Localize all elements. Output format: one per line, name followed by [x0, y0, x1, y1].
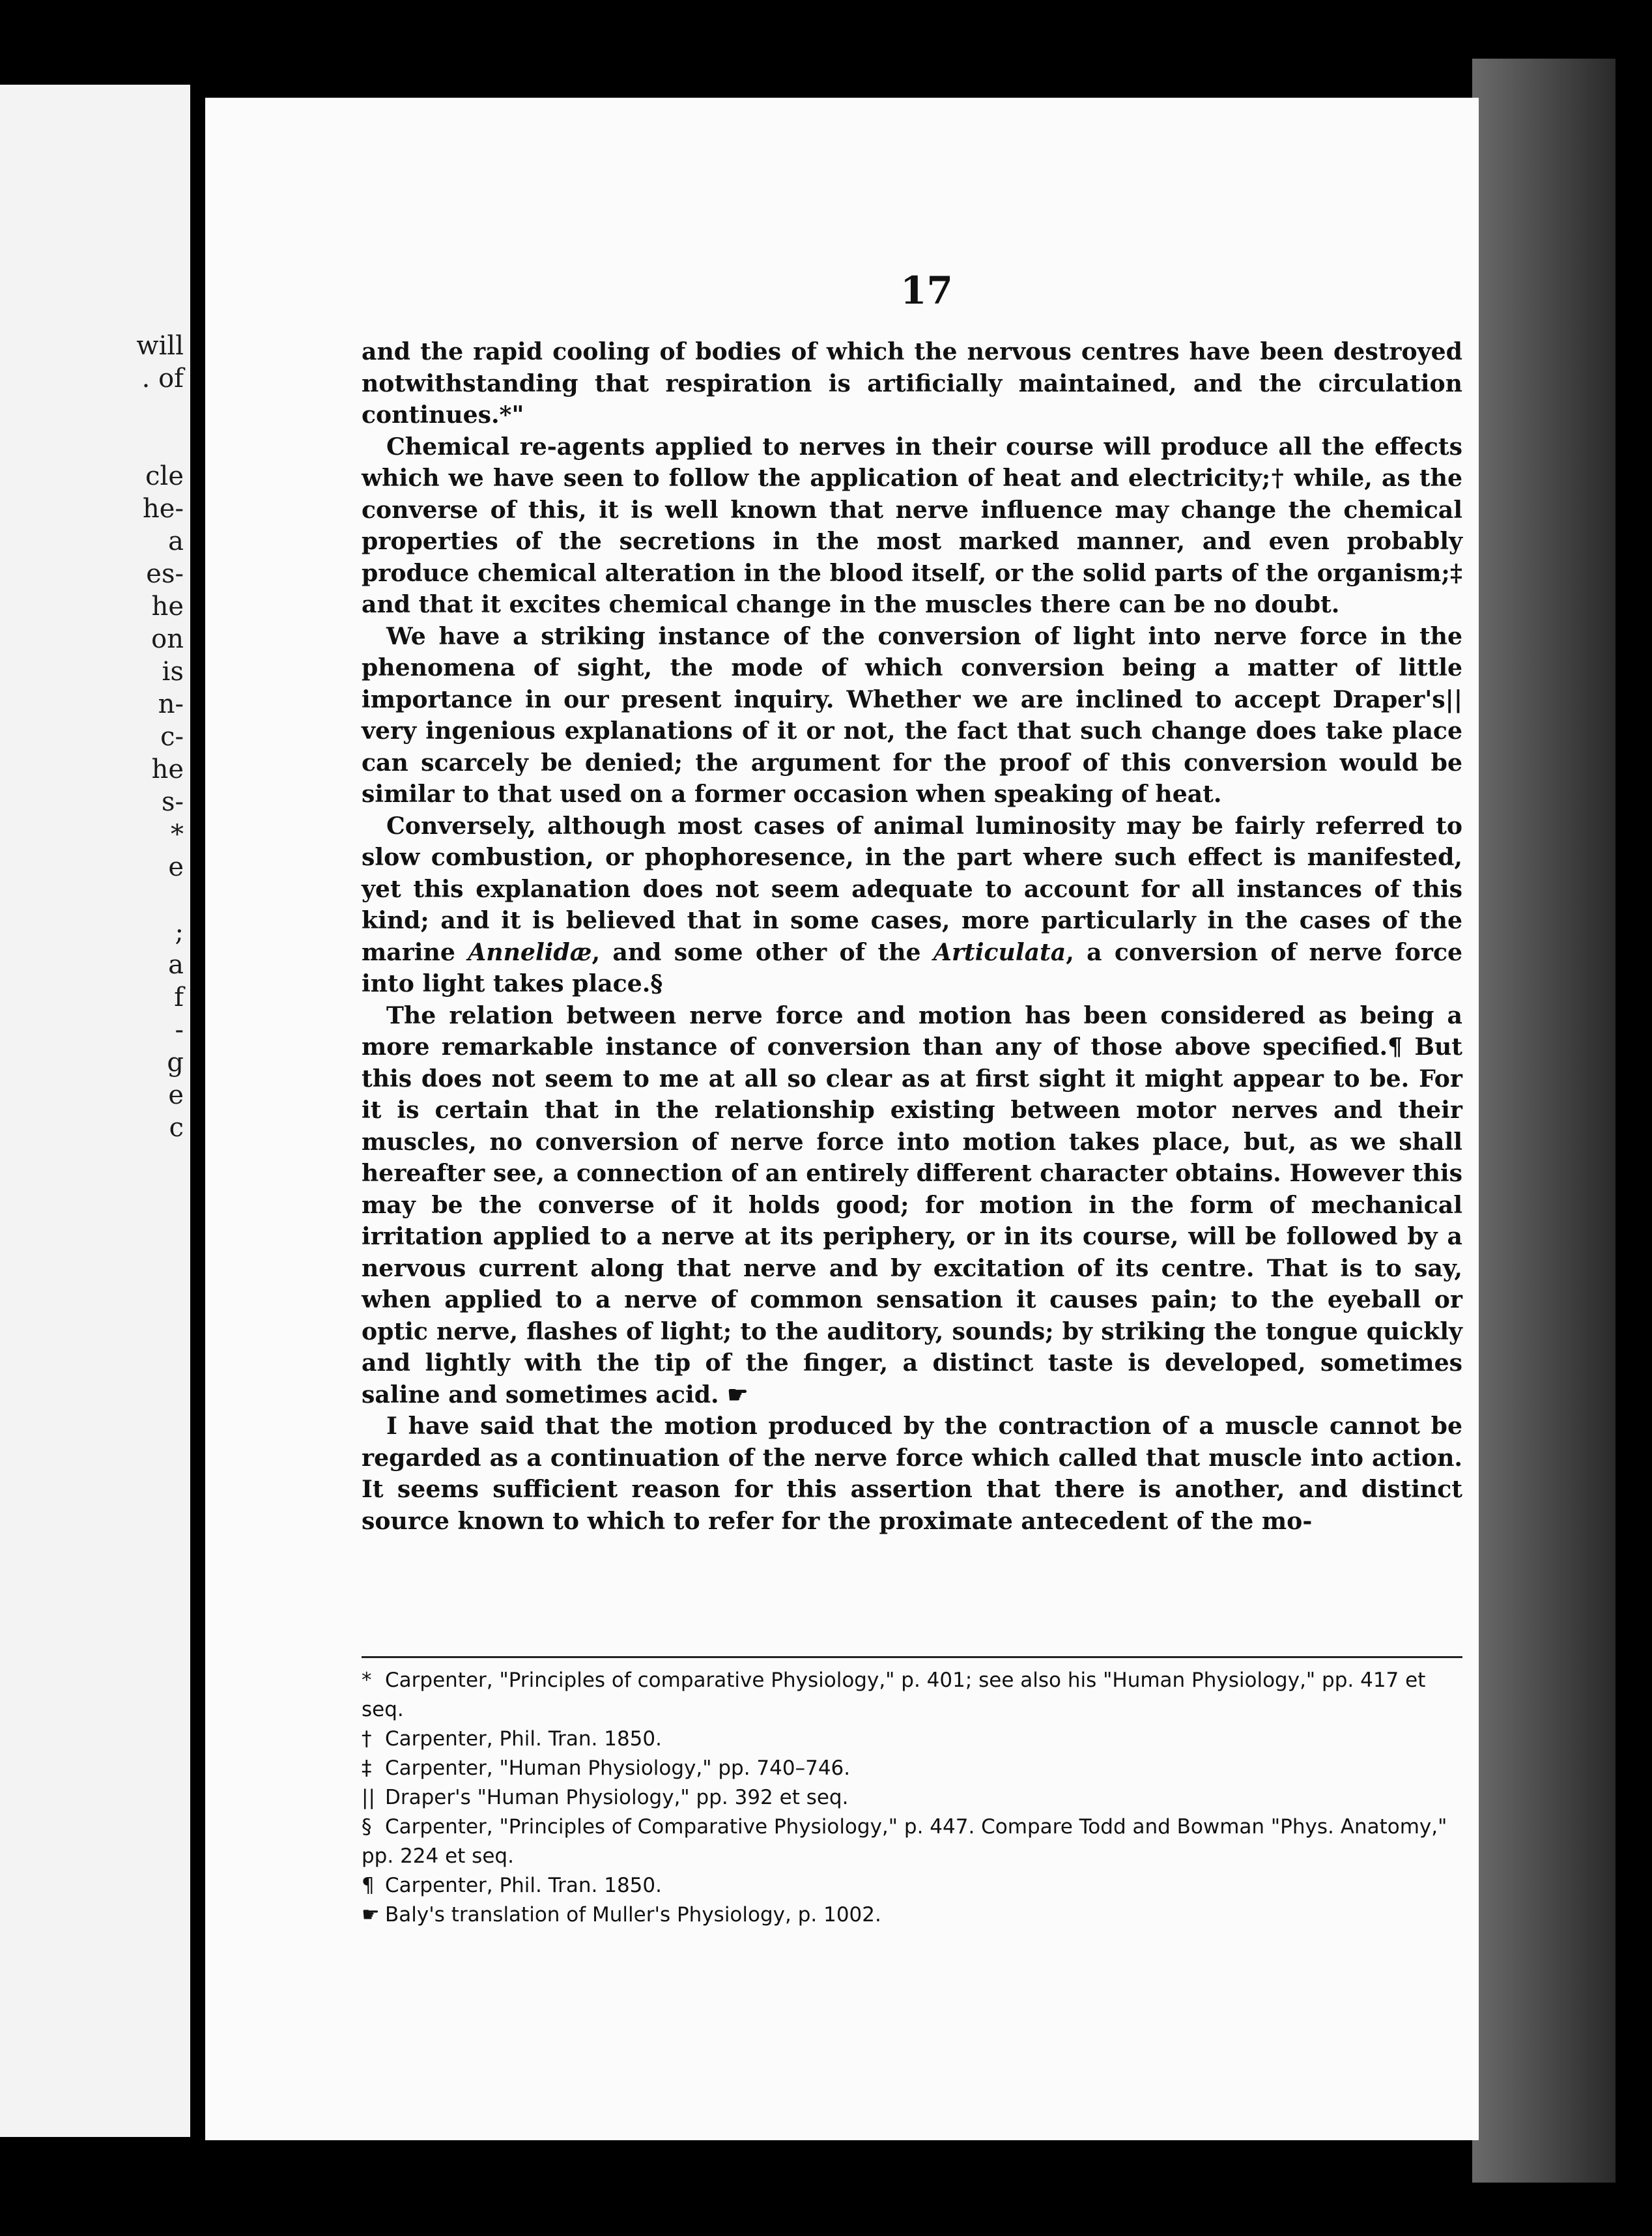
footnote-text: Carpenter, Phil. Tran. 1850. — [385, 1727, 662, 1751]
page-number: 17 — [900, 268, 953, 313]
fragment-line: will — [136, 331, 184, 361]
fragment-line: c- — [160, 722, 184, 752]
italic-term: Articulata — [933, 938, 1066, 966]
fragment-line: on — [151, 624, 184, 654]
fragment-line: * — [171, 820, 184, 850]
paragraph: I have said that the motion produced by the contraction of a muscle cannot be regarded as a continuation of the nerve force which called that muscle into action. It seems sufficient reason for this assertion that there is another, and distinct source known to which to refer for the proximate antecedent of the mo- — [362, 1412, 1462, 1535]
fragment-line: - — [175, 1015, 184, 1045]
fragment-line: cle — [145, 461, 184, 491]
fragment-line: n- — [158, 689, 184, 719]
footnote-marker: ¶ — [362, 1874, 375, 1897]
footnote — [362, 1725, 1462, 1754]
fragment-line: a — [168, 526, 184, 556]
paragraph — [362, 810, 1462, 1000]
footnotes — [362, 1656, 1462, 1930]
fragment-line: ; — [175, 917, 184, 947]
fragment-line: he — [151, 592, 184, 622]
footnote — [362, 1871, 1462, 1900]
footnote-marker: * — [362, 1669, 372, 1692]
fragment-line: g — [167, 1048, 184, 1078]
text-run: Conversely, although most cases of animal luminosity may be fairly referred to slow combustion, or phophoresence, in the part where such effect is manifested, yet this explanation does not seem adequate to account for all instances of this kind; and it is believed that in some cases, more particularly in the cases of the marine — [362, 811, 1462, 966]
footnote-marker: § — [362, 1815, 372, 1839]
footnote — [362, 1754, 1462, 1783]
italic-term: Annelidæ — [468, 938, 592, 966]
footnote — [362, 1813, 1462, 1871]
previous-page-edge — [0, 85, 190, 2137]
fragment-line: he- — [143, 494, 184, 524]
footnote-text: Carpenter, "Principles of Comparative Physiology," p. 447. Compare Todd and Bowman "Phys. Anatomy," pp. 224 et seq. — [362, 1815, 1447, 1868]
footnote-marker: † — [362, 1727, 372, 1751]
paragraph: We have a striking instance of the conversion of light into nerve force in the phenomena of sight, the mode of which conversion being a matter of little importance in our present inquiry. Whether we are inclined to accept Draper's|| very ingenious explanations of it or not, the fact that such change does take place can scarcely be denied; the argument for the proof of this conversion would be similar to that used on a former occasion when speaking of heat. — [362, 622, 1462, 808]
pointing-hand-icon: ☛ — [362, 1903, 380, 1927]
text-run: , and some other of the — [591, 938, 933, 966]
footnote-text: Carpenter, "Human Physiology," pp. 740–746. — [385, 1756, 851, 1780]
fragment-line — [7, 395, 184, 427]
footnote-text: Draper's "Human Physiology," pp. 392 et seq. — [385, 1786, 849, 1809]
footnote-text: Carpenter, "Principles of comparative Physiology," p. 401; see also his "Human Physiology," pp. 417 et seq. — [362, 1669, 1426, 1721]
fragment-line: he — [151, 754, 184, 784]
footnote-text: Carpenter, Phil. Tran. 1850. — [385, 1874, 662, 1897]
book-fore-edge — [1472, 59, 1616, 2183]
previous-page-text-fragments — [7, 330, 184, 1144]
footnote-marker: ‡ — [362, 1756, 372, 1780]
fragment-line: f — [174, 982, 184, 1012]
fragment-line: is — [162, 657, 184, 687]
fragment-line: e — [168, 1080, 184, 1110]
fragment-line: e — [168, 852, 184, 882]
fragment-line: . of — [141, 364, 184, 394]
fragment-line: s- — [161, 787, 184, 817]
paragraph: and the rapid cooling of bodies of which the nervous centres have been destroyed notwithstanding that respiration is artificially maintained, and the circulation continues.*" — [362, 337, 1462, 429]
fragment-line: es- — [146, 559, 184, 589]
footnote — [362, 1783, 1462, 1813]
paragraph: Chemical re-agents applied to nerves in their course will produce all the effects which we have seen to follow the application of heat and electricity;† while, as the converse of this, it is well known that nerve influence may change the chemical properties of the secretions in the most marked manner, and even probably produce chemical alteration in the blood itself, or the solid parts of the organism;‡ and that it excites chemical change in the muscles there can be no doubt. — [362, 432, 1462, 618]
body-text — [362, 336, 1462, 1537]
footnote — [362, 1900, 1462, 1930]
fragment-line: c — [169, 1113, 184, 1143]
text-run: , a conversion of nerve force into light takes place.§ — [362, 938, 1463, 997]
footnote — [362, 1666, 1462, 1725]
page — [205, 98, 1479, 2140]
fragment-line: a — [168, 950, 184, 980]
footnote-text: Baly's translation of Muller's Physiology, p. 1002. — [385, 1903, 881, 1927]
paragraph: The relation between nerve force and motion has been considered as being a more remarkable instance of conversion than any of those above specified.¶ But this does not seem to me at all so clear as at first sight it might appear to be. For it is certain that in the relationship existing between motor nerves and their muscles, no conversion of nerve force into motion takes place, but, as we shall hereafter see, a connection of an entirely different character obtains. However this may be the converse of it holds good; for motion in the form of mechanical irritation applied to a nerve at its periphery, or in its course, will be followed by a nervous current along that nerve and by excitation of its centre. That is to say, when applied to a nerve of common sensation it causes pain; to the eyeball or optic nerve, flashes of light; to the auditory, sounds; by striking the tongue quickly and lightly with the tip of the finger, a distinct taste is developed, sometimes saline and sometimes acid. ☛ — [362, 1001, 1462, 1409]
fragment-line — [7, 427, 184, 460]
fragment-line — [7, 883, 184, 916]
footnote-marker: || — [362, 1786, 375, 1809]
